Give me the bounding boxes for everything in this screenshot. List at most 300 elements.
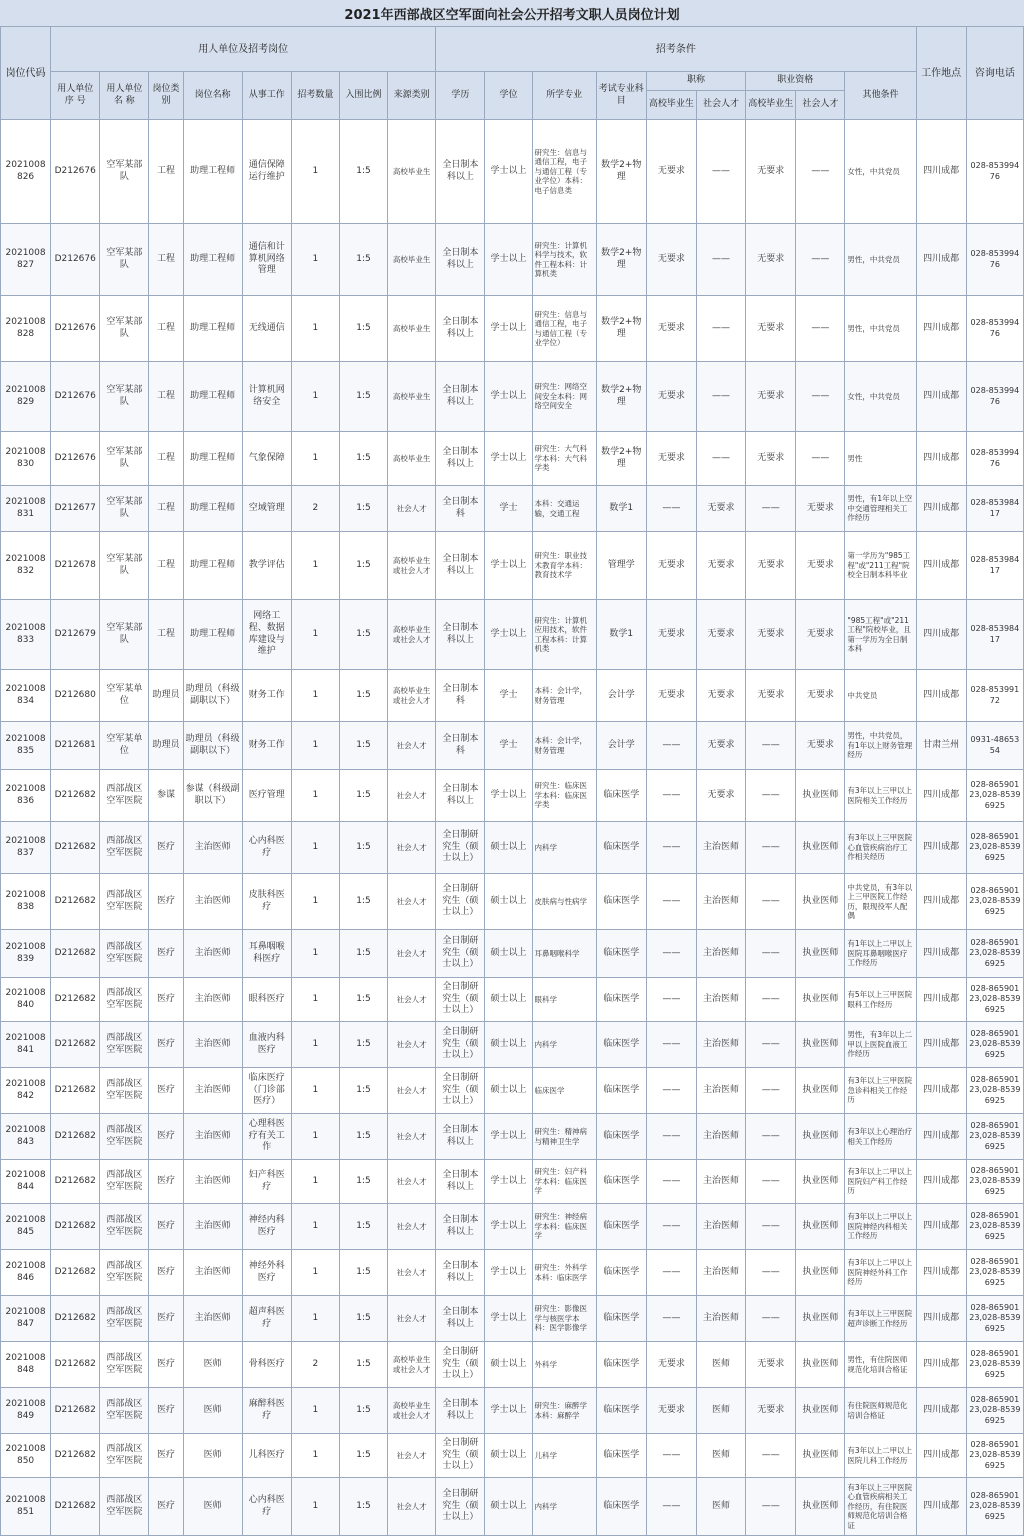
source-cell: 社会人才 — [388, 1296, 436, 1342]
other-cell: 有3年以上三甲医院超声诊断工作经历 — [845, 1296, 916, 1342]
header-degree: 学位 — [485, 72, 532, 120]
phone-cell: 028-85398417 — [966, 532, 1023, 600]
major-cell: 研究生：神经病学本科：临床医学 — [532, 1204, 596, 1250]
other-cell: "985工程"或"211工程"院校毕业，且第一学历为全日制本科 — [845, 600, 916, 670]
source-cell: 社会人才 — [388, 1068, 436, 1114]
exam-cell: 临床医学 — [596, 770, 646, 822]
ratio-cell: 1:5 — [339, 822, 387, 874]
post-category-cell: 工程 — [149, 486, 183, 532]
title-social-cell: 无要求 — [696, 532, 745, 600]
other-cell: 男性，有住院医师规范化培训合格证 — [845, 1342, 916, 1388]
post-name-cell: 参谋（科级副职以下） — [183, 770, 242, 822]
phone-cell: 028-85399476 — [966, 296, 1023, 362]
title-graduate-cell: 无要求 — [646, 600, 696, 670]
exam-cell: 临床医学 — [596, 1114, 646, 1160]
header-location: 工作地点 — [916, 27, 966, 120]
exam-cell: 临床医学 — [596, 1204, 646, 1250]
qual-graduate-cell: —— — [746, 722, 796, 770]
header-source: 来源类别 — [388, 72, 436, 120]
major-cell: 研究生：影像医学与核医学本科：医学影像学 — [532, 1296, 596, 1342]
education-cell: 全日制研究生（硕士以上） — [436, 1068, 485, 1114]
work-cell: 教学评估 — [242, 532, 291, 600]
source-cell: 社会人才 — [388, 978, 436, 1022]
exam-cell: 数学2+物理 — [596, 120, 646, 224]
unit-seq-cell: D212682 — [51, 1478, 100, 1536]
source-cell: 社会人才 — [388, 1250, 436, 1296]
table-row — [1, 1204, 1024, 1250]
source-cell: 社会人才 — [388, 1114, 436, 1160]
quota-cell: 1 — [291, 822, 339, 874]
phone-cell: 028-85399476 — [966, 224, 1023, 296]
work-cell: 心内科医疗 — [242, 1478, 291, 1536]
title-social-cell: 无要求 — [696, 722, 745, 770]
post-name-cell: 主治医师 — [183, 1204, 242, 1250]
work-cell: 眼科医疗 — [242, 978, 291, 1022]
post-name-cell: 主治医师 — [183, 1114, 242, 1160]
post-name-cell: 助理工程师 — [183, 600, 242, 670]
phone-cell: 0931-4865354 — [966, 722, 1023, 770]
phone-cell: 028-86590123,028-85396925 — [966, 1388, 1023, 1434]
education-cell: 全日制研究生（硕士以上） — [436, 1478, 485, 1536]
post-code-cell: 2021008843 — [1, 1114, 51, 1160]
unit-seq-cell: D212682 — [51, 1022, 100, 1068]
ratio-cell: 1:5 — [339, 1250, 387, 1296]
title-graduate-cell: 无要求 — [646, 296, 696, 362]
post-category-cell: 医疗 — [149, 978, 183, 1022]
phone-cell: 028-86590123,028-85396925 — [966, 874, 1023, 930]
work-cell: 通信和计算机网络管理 — [242, 224, 291, 296]
qual-graduate-cell: 无要求 — [746, 1388, 796, 1434]
quota-cell: 1 — [291, 600, 339, 670]
ratio-cell: 1:5 — [339, 1160, 387, 1204]
ratio-cell: 1:5 — [339, 296, 387, 362]
degree-cell: 学士以上 — [485, 224, 532, 296]
unit-name-cell: 西部战区空军医院 — [100, 1068, 149, 1114]
exam-cell: 临床医学 — [596, 1388, 646, 1434]
degree-cell: 学士以上 — [485, 600, 532, 670]
major-cell: 研究生：网络空间安全本科：网络空间安全 — [532, 362, 596, 432]
title-social-cell: 主治医师 — [696, 930, 745, 978]
post-name-cell: 助理员（科级副职以下） — [183, 722, 242, 770]
title-social-cell: 主治医师 — [696, 978, 745, 1022]
work-cell: 财务工作 — [242, 670, 291, 722]
qual-social-cell: —— — [796, 362, 845, 432]
degree-cell: 学士以上 — [485, 362, 532, 432]
qual-graduate-cell: —— — [746, 1068, 796, 1114]
major-cell: 皮肤病与性病学 — [532, 874, 596, 930]
unit-name-cell: 空军某部队 — [100, 432, 149, 486]
qual-graduate-cell: 无要求 — [746, 600, 796, 670]
post-category-cell: 医疗 — [149, 1250, 183, 1296]
post-name-cell: 医师 — [183, 1478, 242, 1536]
exam-cell: 数学2+物理 — [596, 432, 646, 486]
post-name-cell: 主治医师 — [183, 874, 242, 930]
post-code-cell: 2021008828 — [1, 296, 51, 362]
qual-social-cell: 执业医师 — [796, 1342, 845, 1388]
source-cell: 高校毕业生或社会人才 — [388, 670, 436, 722]
source-cell: 高校毕业生或社会人才 — [388, 1388, 436, 1434]
post-code-cell: 2021008837 — [1, 822, 51, 874]
exam-cell: 数学1 — [596, 486, 646, 532]
major-cell: 研究生：麻醉学本科：麻醉学 — [532, 1388, 596, 1434]
location-cell: 四川成都 — [916, 978, 966, 1022]
title-social-cell: 主治医师 — [696, 1160, 745, 1204]
qual-social-cell: 执业医师 — [796, 930, 845, 978]
source-cell: 高校毕业生 — [388, 362, 436, 432]
education-cell: 全日制研究生（硕士以上） — [436, 978, 485, 1022]
unit-name-cell: 空军某部队 — [100, 296, 149, 362]
title-social-cell: 主治医师 — [696, 874, 745, 930]
title-graduate-cell: —— — [646, 930, 696, 978]
unit-seq-cell: D212682 — [51, 1204, 100, 1250]
post-category-cell: 助理员 — [149, 722, 183, 770]
work-cell: 儿科医疗 — [242, 1434, 291, 1478]
post-name-cell: 助理工程师 — [183, 296, 242, 362]
location-cell: 四川成都 — [916, 532, 966, 600]
post-category-cell: 医疗 — [149, 1022, 183, 1068]
work-cell: 医疗管理 — [242, 770, 291, 822]
education-cell: 全日制本科以上 — [436, 296, 485, 362]
header-unit-name: 用人单位名 称 — [100, 72, 149, 120]
other-cell: 男性，中共党员，有1年以上财务管理经历 — [845, 722, 916, 770]
exam-cell: 临床医学 — [596, 1160, 646, 1204]
post-name-cell: 助理工程师 — [183, 224, 242, 296]
title-graduate-cell: —— — [646, 1114, 696, 1160]
degree-cell: 学士 — [485, 486, 532, 532]
qual-graduate-cell: 无要求 — [746, 432, 796, 486]
title-graduate-cell: —— — [646, 978, 696, 1022]
major-cell: 外科学 — [532, 1342, 596, 1388]
work-cell: 计算机网络安全 — [242, 362, 291, 432]
post-code-cell: 2021008842 — [1, 1068, 51, 1114]
work-cell: 网络工程、数据库建设与维护 — [242, 600, 291, 670]
ratio-cell: 1:5 — [339, 1388, 387, 1434]
source-cell: 社会人才 — [388, 1160, 436, 1204]
degree-cell: 硕士以上 — [485, 1342, 532, 1388]
exam-cell: 临床医学 — [596, 1022, 646, 1068]
positions-table — [0, 26, 1024, 1536]
unit-seq-cell: D212682 — [51, 1388, 100, 1434]
location-cell: 四川成都 — [916, 1160, 966, 1204]
quota-cell: 1 — [291, 1250, 339, 1296]
location-cell: 四川成都 — [916, 1250, 966, 1296]
title-social-cell: 医师 — [696, 1434, 745, 1478]
title-graduate-cell: —— — [646, 874, 696, 930]
post-code-cell: 2021008829 — [1, 362, 51, 432]
major-cell: 研究生：信息与通信工程，电子与通信工程（专业学位） — [532, 296, 596, 362]
quota-cell: 1 — [291, 1160, 339, 1204]
work-cell: 神经内科医疗 — [242, 1204, 291, 1250]
unit-name-cell: 西部战区空军医院 — [100, 874, 149, 930]
post-category-cell: 参谋 — [149, 770, 183, 822]
title-graduate-cell: 无要求 — [646, 432, 696, 486]
qual-graduate-cell: —— — [746, 486, 796, 532]
header-work: 从事工作 — [242, 72, 291, 120]
education-cell: 全日制本科以上 — [436, 1160, 485, 1204]
table-row — [1, 1022, 1024, 1068]
unit-seq-cell: D212676 — [51, 296, 100, 362]
major-cell: 本科：会计学，财务管理 — [532, 722, 596, 770]
quota-cell: 1 — [291, 722, 339, 770]
unit-seq-cell: D212680 — [51, 670, 100, 722]
education-cell: 全日制研究生（硕士以上） — [436, 930, 485, 978]
title-social-cell: 主治医师 — [696, 1068, 745, 1114]
post-code-cell: 2021008834 — [1, 670, 51, 722]
title-graduate-cell: 无要求 — [646, 120, 696, 224]
ratio-cell: 1:5 — [339, 1296, 387, 1342]
degree-cell: 学士以上 — [485, 296, 532, 362]
degree-cell: 学士以上 — [485, 1296, 532, 1342]
post-name-cell: 主治医师 — [183, 1296, 242, 1342]
qual-social-cell: 执业医师 — [796, 1114, 845, 1160]
unit-seq-cell: D212682 — [51, 978, 100, 1022]
work-cell: 骨科医疗 — [242, 1342, 291, 1388]
location-cell: 甘肃兰州 — [916, 722, 966, 770]
title-social-cell: 无要求 — [696, 600, 745, 670]
header-unit-seq: 用人单位序 号 — [51, 72, 100, 120]
post-code-cell: 2021008830 — [1, 432, 51, 486]
post-name-cell: 医师 — [183, 1342, 242, 1388]
unit-seq-cell: D212682 — [51, 822, 100, 874]
header-quota: 招考数量 — [291, 72, 339, 120]
quota-cell: 1 — [291, 1434, 339, 1478]
post-category-cell: 医疗 — [149, 1388, 183, 1434]
location-cell: 四川成都 — [916, 1342, 966, 1388]
unit-seq-cell: D212677 — [51, 486, 100, 532]
table-row — [1, 224, 1024, 296]
table-row — [1, 1160, 1024, 1204]
qual-social-cell: 无要求 — [796, 722, 845, 770]
post-name-cell: 医师 — [183, 1388, 242, 1434]
other-cell: 有住院医师规范化培训合格证 — [845, 1388, 916, 1434]
title-social-cell: 主治医师 — [696, 1204, 745, 1250]
post-name-cell: 助理工程师 — [183, 362, 242, 432]
header-qual-social: 社会人才 — [796, 91, 845, 120]
work-cell: 心理科医疗有关工作 — [242, 1114, 291, 1160]
degree-cell: 硕士以上 — [485, 1434, 532, 1478]
quota-cell: 1 — [291, 1022, 339, 1068]
source-cell: 社会人才 — [388, 770, 436, 822]
post-name-cell: 主治医师 — [183, 822, 242, 874]
unit-seq-cell: D212676 — [51, 224, 100, 296]
quota-cell: 1 — [291, 362, 339, 432]
education-cell: 全日制本科 — [436, 670, 485, 722]
title-social-cell: —— — [696, 362, 745, 432]
education-cell: 全日制本科以上 — [436, 600, 485, 670]
exam-cell: 临床医学 — [596, 822, 646, 874]
ratio-cell: 1:5 — [339, 486, 387, 532]
unit-name-cell: 空军某单位 — [100, 722, 149, 770]
unit-name-cell: 西部战区空军医院 — [100, 1342, 149, 1388]
phone-cell: 028-85398417 — [966, 600, 1023, 670]
phone-cell: 028-86590123,028-85396925 — [966, 1160, 1023, 1204]
unit-name-cell: 空军某部队 — [100, 486, 149, 532]
location-cell: 四川成都 — [916, 1434, 966, 1478]
education-cell: 全日制研究生（硕士以上） — [436, 874, 485, 930]
table-row — [1, 874, 1024, 930]
location-cell: 四川成都 — [916, 1388, 966, 1434]
source-cell: 高校毕业生或社会人才 — [388, 600, 436, 670]
work-cell: 临床医疗（门诊部医疗） — [242, 1068, 291, 1114]
unit-seq-cell: D212676 — [51, 432, 100, 486]
qual-graduate-cell: —— — [746, 770, 796, 822]
post-category-cell: 工程 — [149, 224, 183, 296]
work-cell: 心内科医疗 — [242, 822, 291, 874]
table-row — [1, 1250, 1024, 1296]
other-cell: 有3年以上三甲医院急诊科相关工作经历 — [845, 1068, 916, 1114]
table-row — [1, 120, 1024, 224]
degree-cell: 学士以上 — [485, 1204, 532, 1250]
other-cell: 有3年以上三甲医院心血管疾病相关工作经历，有住院医师规范化培训合格证 — [845, 1478, 916, 1536]
unit-seq-cell: D212682 — [51, 930, 100, 978]
post-name-cell: 助理工程师 — [183, 532, 242, 600]
post-code-cell: 2021008826 — [1, 120, 51, 224]
table-row — [1, 486, 1024, 532]
post-name-cell: 主治医师 — [183, 930, 242, 978]
unit-seq-cell: D212676 — [51, 120, 100, 224]
ratio-cell: 1:5 — [339, 600, 387, 670]
phone-cell: 028-85399476 — [966, 120, 1023, 224]
post-category-cell: 医疗 — [149, 1434, 183, 1478]
post-category-cell: 医疗 — [149, 1204, 183, 1250]
other-cell: 第一学历为"985工程"或"211工程"院校全日制本科毕业 — [845, 532, 916, 600]
ratio-cell: 1:5 — [339, 362, 387, 432]
qual-graduate-cell: —— — [746, 1160, 796, 1204]
post-code-cell: 2021008840 — [1, 978, 51, 1022]
source-cell: 高校毕业生或社会人才 — [388, 1342, 436, 1388]
source-cell: 社会人才 — [388, 1204, 436, 1250]
post-code-cell: 2021008851 — [1, 1478, 51, 1536]
post-category-cell: 工程 — [149, 532, 183, 600]
qual-graduate-cell: 无要求 — [746, 296, 796, 362]
title-social-cell: 无要求 — [696, 486, 745, 532]
post-code-cell: 2021008841 — [1, 1022, 51, 1068]
major-cell: 研究生：职业技术教育学本科：教育技术学 — [532, 532, 596, 600]
source-cell: 社会人才 — [388, 1478, 436, 1536]
education-cell: 全日制研究生（硕士以上） — [436, 1342, 485, 1388]
unit-name-cell: 西部战区空军医院 — [100, 1250, 149, 1296]
post-category-cell: 医疗 — [149, 1114, 183, 1160]
work-cell: 通信保障运行维护 — [242, 120, 291, 224]
qual-social-cell: 执业医师 — [796, 1022, 845, 1068]
exam-cell: 会计学 — [596, 670, 646, 722]
work-cell: 气象保障 — [242, 432, 291, 486]
header-phone: 咨询电话 — [966, 27, 1023, 120]
unit-name-cell: 西部战区空军医院 — [100, 1204, 149, 1250]
qual-graduate-cell: —— — [746, 822, 796, 874]
qual-social-cell: —— — [796, 224, 845, 296]
ratio-cell: 1:5 — [339, 930, 387, 978]
table-row — [1, 722, 1024, 770]
title-social-cell: —— — [696, 296, 745, 362]
title-graduate-cell: —— — [646, 1068, 696, 1114]
other-cell: 男性，中共党员 — [845, 296, 916, 362]
post-code-cell: 2021008832 — [1, 532, 51, 600]
title-graduate-cell: 无要求 — [646, 1342, 696, 1388]
exam-cell: 临床医学 — [596, 930, 646, 978]
quota-cell: 1 — [291, 874, 339, 930]
qual-social-cell: —— — [796, 432, 845, 486]
degree-cell: 学士以上 — [485, 1388, 532, 1434]
work-cell: 超声科医疗 — [242, 1296, 291, 1342]
major-cell: 研究生：外科学本科：临床医学 — [532, 1250, 596, 1296]
ratio-cell: 1:5 — [339, 1434, 387, 1478]
exam-cell: 数学2+物理 — [596, 362, 646, 432]
title-graduate-cell: —— — [646, 1204, 696, 1250]
phone-cell: 028-86590123,028-85396925 — [966, 1478, 1023, 1536]
phone-cell: 028-86590123,028-85396925 — [966, 1296, 1023, 1342]
post-category-cell: 医疗 — [149, 1478, 183, 1536]
location-cell: 四川成都 — [916, 120, 966, 224]
header-unit-group: 用人单位及招考岗位 — [51, 27, 436, 72]
header-ratio: 入围比例 — [339, 72, 387, 120]
phone-cell: 028-85399476 — [966, 362, 1023, 432]
degree-cell: 硕士以上 — [485, 874, 532, 930]
ratio-cell: 1:5 — [339, 770, 387, 822]
header-other: 其他条件 — [845, 72, 916, 120]
table-row — [1, 770, 1024, 822]
major-cell: 研究生：大气科学本科：大气科学类 — [532, 432, 596, 486]
quota-cell: 1 — [291, 770, 339, 822]
qual-social-cell: 执业医师 — [796, 1434, 845, 1478]
title-social-cell: 主治医师 — [696, 1114, 745, 1160]
ratio-cell: 1:5 — [339, 1478, 387, 1536]
qual-graduate-cell: —— — [746, 1434, 796, 1478]
quota-cell: 1 — [291, 224, 339, 296]
quota-cell: 1 — [291, 978, 339, 1022]
quota-cell: 1 — [291, 670, 339, 722]
post-category-cell: 工程 — [149, 120, 183, 224]
other-cell: 有3年以上二甲以上医院妇产科工作经历 — [845, 1160, 916, 1204]
source-cell: 高校毕业生 — [388, 296, 436, 362]
qual-social-cell: 无要求 — [796, 532, 845, 600]
post-code-cell: 2021008845 — [1, 1204, 51, 1250]
table-row — [1, 1434, 1024, 1478]
qual-social-cell: 无要求 — [796, 600, 845, 670]
education-cell: 全日制本科以上 — [436, 1296, 485, 1342]
title-social-cell: 医师 — [696, 1388, 745, 1434]
phone-cell: 028-86590123,028-85396925 — [966, 1434, 1023, 1478]
post-code-cell: 2021008849 — [1, 1388, 51, 1434]
unit-seq-cell: D212679 — [51, 600, 100, 670]
quota-cell: 2 — [291, 486, 339, 532]
post-category-cell: 医疗 — [149, 874, 183, 930]
unit-name-cell: 西部战区空军医院 — [100, 770, 149, 822]
unit-name-cell: 西部战区空军医院 — [100, 822, 149, 874]
qual-social-cell: 执业医师 — [796, 874, 845, 930]
unit-seq-cell: D212682 — [51, 1342, 100, 1388]
exam-cell: 临床医学 — [596, 1434, 646, 1478]
location-cell: 四川成都 — [916, 874, 966, 930]
ratio-cell: 1:5 — [339, 670, 387, 722]
source-cell: 高校毕业生 — [388, 432, 436, 486]
education-cell: 全日制研究生（硕士以上） — [436, 822, 485, 874]
title-graduate-cell: —— — [646, 722, 696, 770]
ratio-cell: 1:5 — [339, 722, 387, 770]
quota-cell: 2 — [291, 1342, 339, 1388]
ratio-cell: 1:5 — [339, 120, 387, 224]
title-social-cell: 主治医师 — [696, 1296, 745, 1342]
source-cell: 社会人才 — [388, 1434, 436, 1478]
other-cell: 男性 — [845, 432, 916, 486]
major-cell: 研究生：精神病与精神卫生学 — [532, 1114, 596, 1160]
major-cell: 内科学 — [532, 1478, 596, 1536]
unit-seq-cell: D212682 — [51, 1114, 100, 1160]
source-cell: 高校毕业生 — [388, 224, 436, 296]
exam-cell: 数学1 — [596, 600, 646, 670]
major-cell: 研究生：妇产科学本科：临床医学 — [532, 1160, 596, 1204]
degree-cell: 硕士以上 — [485, 1022, 532, 1068]
